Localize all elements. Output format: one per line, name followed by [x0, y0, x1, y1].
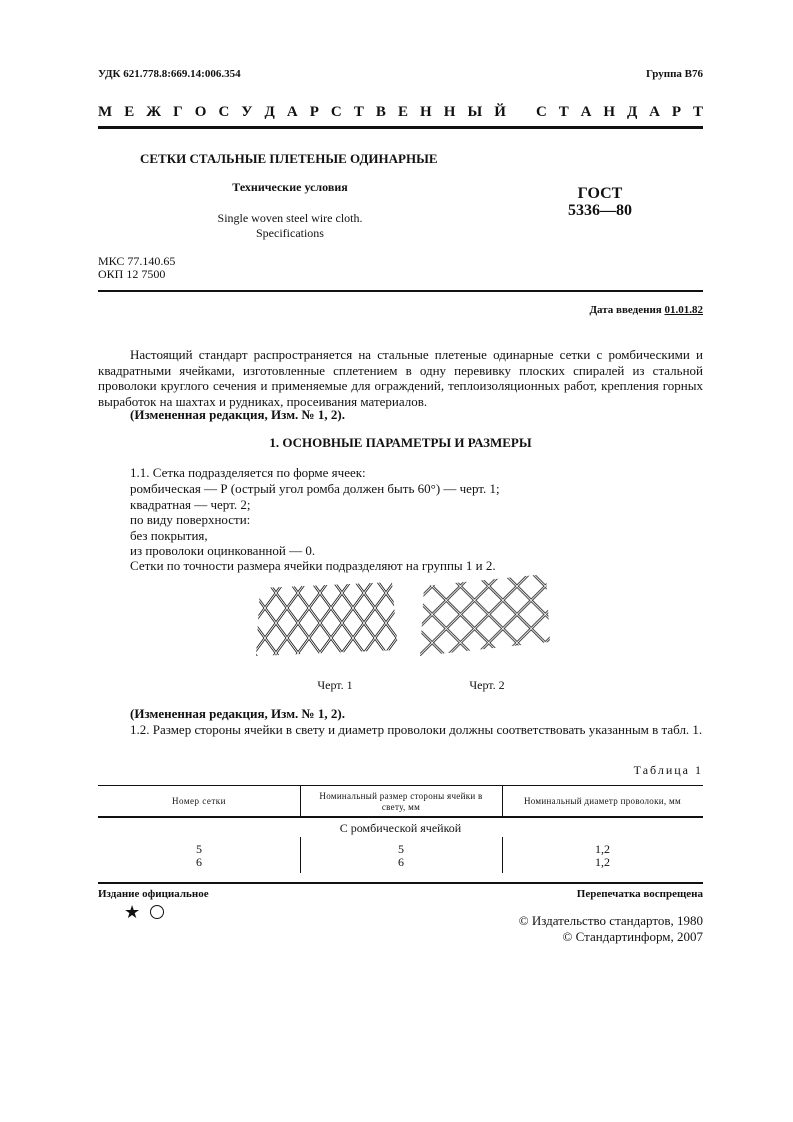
intro-date: [589, 304, 703, 316]
header-rule: [98, 126, 703, 129]
table-top-rule: [98, 785, 703, 786]
table-cell: 1,2: [595, 855, 610, 869]
section1-line: Сетки по точности размера ячейки подразделяют на группы 1 и 2.: [130, 558, 496, 573]
english-title-line1: Single woven steel wire cloth.: [217, 211, 363, 225]
table-cell: 6: [398, 855, 404, 869]
section1-line: ромбическая — Р (острый угол ромба должен быть 60°) — черт. 1;: [130, 481, 500, 496]
interstate-standard-banner: [98, 104, 703, 124]
group-code: Группа В76: [645, 68, 703, 80]
banner-letter: Д: [264, 104, 275, 120]
english-title-line2: Specifications: [256, 226, 324, 240]
banner-letter: С: [536, 104, 547, 120]
banner-letter: Г: [173, 104, 183, 120]
section1-line: 1.1. Сетка подразделяется по форме ячеек:: [130, 465, 366, 480]
table-header-rule: [98, 816, 703, 818]
banner-letter: Н: [603, 104, 616, 120]
section1-line: без покрытия,: [130, 528, 208, 543]
square-mesh-figure: [418, 572, 553, 660]
table-cell: 5: [398, 842, 404, 856]
banner-letter: М: [98, 104, 113, 120]
banner-letter: С: [330, 104, 342, 120]
document-title: СЕТКИ СТАЛЬНЫЕ ПЛЕТЕНЫЕ ОДИНАРНЫЕ: [140, 151, 438, 166]
figure2-caption: Черт. 2: [469, 678, 505, 692]
table-header-mesh-size: Номинальный размер стороны ячейки в свету, мм: [319, 791, 483, 812]
banner-letter: В: [375, 104, 386, 120]
banner-letter: Е: [397, 104, 408, 120]
standard-word: [536, 104, 703, 124]
title-rule: [98, 290, 703, 292]
banner-letter: У: [241, 104, 253, 120]
intro-paragraph: Настоящий стандарт распространяется на стальные плетеные одинарные сетки с ромбическими и квадратными ячейками, изготовленные сплетением в одну перевивку плоских спиралей из стальной проволоки круглого сечения и применяемые для ограждений, теплоизоляционных работ, крепления горных выработок на шахтах и рудниках, просеивания материалов.: [98, 347, 703, 409]
rhombic-mesh-figure: [252, 578, 402, 660]
interstate-word: [98, 104, 506, 124]
banner-letter: Й: [494, 104, 506, 120]
intro-date-value: 01.01.82: [664, 304, 703, 316]
table-cell: 1,2: [595, 842, 610, 856]
paragraph-1-2: 1.2. Размер стороны ячейки в свету и диаметр проволоки должны соответствовать указанным в табл. 1.: [130, 722, 703, 737]
banner-letter: О: [194, 104, 207, 120]
star-icon: ★: [124, 902, 141, 922]
official-edition: Издание официальное: [98, 888, 209, 900]
table-header-number: Номер сетки: [172, 796, 226, 806]
section1-amendment: (Измененная редакция, Изм. № 1, 2).: [130, 706, 345, 721]
banner-letter: А: [286, 104, 298, 120]
banner-letter: А: [649, 104, 660, 120]
intro-amendment: (Измененная редакция, Изм. № 1, 2).: [130, 407, 345, 422]
section1-line: из проволоки оцинкованной — 0.: [130, 543, 316, 558]
table-group-title: С ромбической ячейкой: [339, 821, 462, 835]
circle-icon: [150, 905, 164, 919]
banner-letter: Т: [692, 104, 703, 120]
table-header-wire-diameter: Номинальный диаметр проволоки, мм: [524, 796, 681, 806]
mks-code: МКС 77.140.65: [98, 254, 176, 268]
banner-letter: Н: [443, 104, 456, 120]
gost-number: 5336—80: [568, 202, 632, 219]
table1: [98, 785, 703, 873]
banner-letter: Р: [671, 104, 682, 120]
section1-line: по виду поверхности:: [130, 512, 251, 527]
copyright-line1: © Издательство стандартов, 1980: [518, 913, 703, 928]
udk-code: УДК 621.778.8:669.14:006.354: [98, 68, 241, 80]
banner-letter: Н: [420, 104, 432, 120]
figure1-caption: Черт. 1: [317, 678, 353, 692]
table-cell: 6: [196, 855, 202, 869]
okp-code: ОКП 12 7500: [98, 267, 166, 281]
table-divider: [300, 785, 301, 817]
footer-rule: [98, 882, 703, 884]
banner-letter: Е: [124, 104, 135, 120]
table-cell: 5: [196, 842, 202, 856]
table1-label: Таблица 1: [633, 763, 703, 777]
banner-letter: А: [580, 104, 592, 120]
reprint-notice: Перепечатка воспрещена: [576, 888, 703, 900]
document-subtitle: Технические условия: [232, 180, 348, 194]
copyright-line2: © Стандартинформ, 2007: [562, 929, 703, 944]
section1-line: квадратная — черт. 2;: [130, 497, 251, 512]
banner-letter: Д: [626, 104, 638, 120]
banner-letter: Р: [309, 104, 319, 120]
banner-letter: С: [218, 104, 230, 120]
banner-letter: Ы: [467, 104, 483, 120]
gost-label: ГОСТ: [577, 185, 623, 202]
banner-letter: Т: [353, 104, 364, 120]
section1-heading: 1. ОСНОВНЫЕ ПАРАМЕТРЫ И РАЗМЕРЫ: [269, 435, 532, 450]
intro-date-label: Дата введения: [589, 304, 662, 316]
banner-letter: Т: [558, 104, 569, 120]
banner-letter: Ж: [146, 104, 162, 120]
